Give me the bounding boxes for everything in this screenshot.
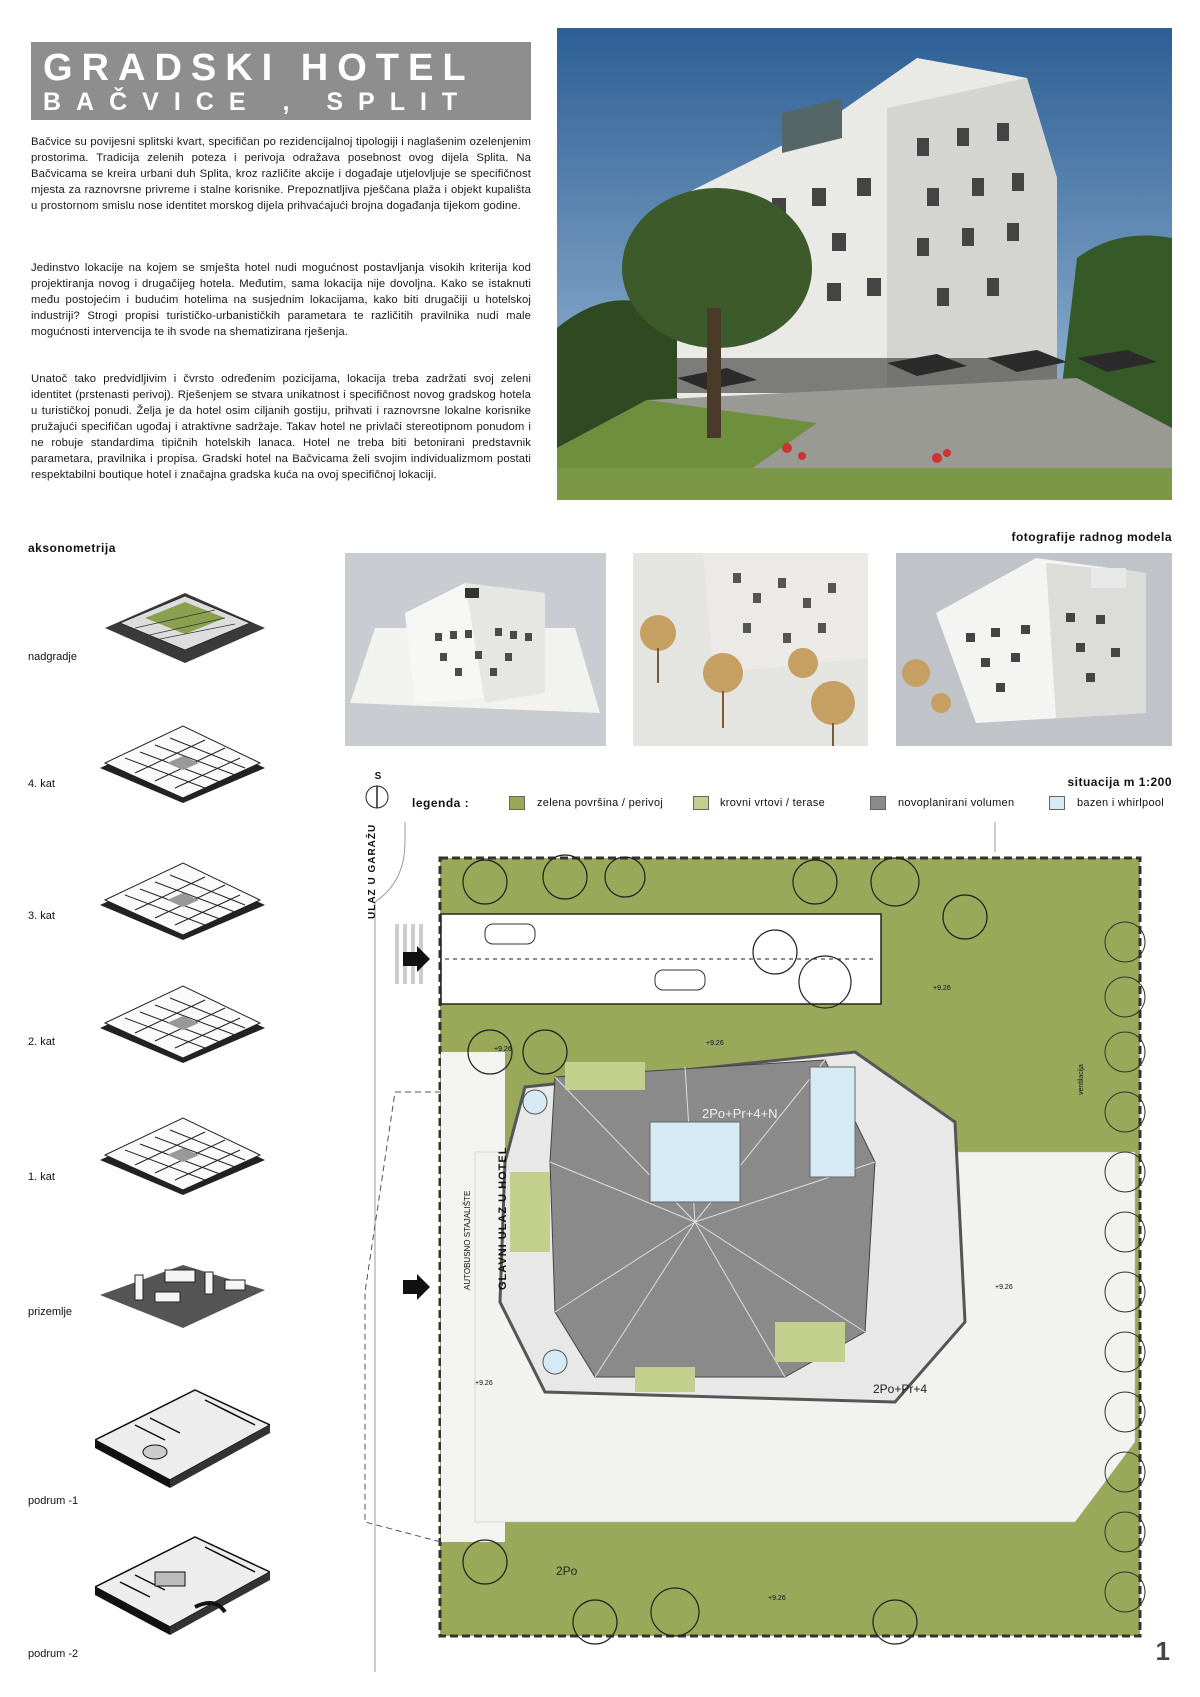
elevation-1: +9.26 — [933, 985, 951, 992]
floor-label-4: 4. kat — [28, 778, 55, 790]
site-plan-heading: situacija m 1:200 — [1067, 775, 1172, 789]
axo-basement-2-drawing — [95, 1527, 270, 1637]
legend-swatch-roof-garden — [693, 796, 709, 810]
floor-label-roof: nadgradje — [28, 651, 77, 663]
ventilation-label: ventilacija — [1078, 1064, 1085, 1095]
volume-tag-top: 2Po+Pr+4+N — [702, 1106, 778, 1121]
axo-ground-floor-drawing — [95, 1250, 270, 1330]
axonometry-heading: aksonometrija — [28, 541, 116, 555]
volume-tag-right: 2Po+Pr+4 — [873, 1382, 928, 1396]
axo-floor-4-drawing — [95, 718, 270, 803]
model-photos-heading: fotografije radnog modela — [1011, 530, 1172, 544]
legend-swatch-volume — [870, 796, 886, 810]
legend-label-volume: novoplanirani volumen — [898, 797, 1015, 809]
site-plan — [355, 822, 1170, 1672]
legend-label-green: zelena površina / perivoj — [537, 797, 664, 809]
elevation-5: +9.26 — [475, 1380, 493, 1387]
floor-label-basement-1: podrum -1 — [28, 1495, 79, 1507]
model-photo-3 — [896, 553, 1172, 746]
axo-basement-1-drawing — [95, 1380, 270, 1490]
axo-floor-2-drawing — [95, 978, 270, 1063]
elevation-2: +9.26 — [706, 1040, 724, 1047]
floor-label-basement-2: podrum -2 — [28, 1648, 79, 1660]
axo-floor-1-drawing — [95, 1110, 270, 1195]
axo-floor-3-drawing — [95, 855, 270, 940]
north-label: S — [374, 771, 382, 782]
elevation-3: +9.26 — [494, 1046, 512, 1053]
paragraph-2: Jedinstvo lokacije na kojem se smješta hotel nudi mogućnost postavljanja visokih kriterija kod projektiranja novog i drugačijeg hotela. Međutim, sama lokacija nije dovoljna. Kako se istaknuti među postojećim i budućim hotelima na susjednim lokacijama, kako biti drugačiji u hotelskoj industriji? Strogi propisi turističko-urbanističkih parametara te različitih pravilnika nudi male mogućnosti intervencija te ih svode na shematizirana rješenja. — [31, 262, 531, 338]
legend-swatch-pool — [1049, 796, 1065, 810]
paragraph-1: Bačvice su povijesni splitski kvart, specifičan po rezidencijalnoj tipologiji i naglašenim ozelenjenim prostorima. Tradicija zelenih poteza i perivoja odražava posebnost ovog dijela Splita. Na Bačvicama se kreira urbani duh Splita, kroz različite akcije i događaje utjelovljuje se specifičnost mjesta za raznovrsne privreme i stalne korisnike. Prepoznatljiva pješčana plaža i objekt kupališta u prostornom smislu nose identitet morskog dijela prihvaćajući brojna događanja tijekom godine. — [31, 136, 531, 212]
floor-label-3: 3. kat — [28, 910, 55, 922]
floor-label-2: 2. kat — [28, 1036, 55, 1048]
main-entry-label: GLAVNI ULAZ U HOTEL — [497, 1146, 509, 1290]
paragraph-3: Unatoč tako predvidljivim i čvrsto određenim pozicijama, lokacija treba zadržati svoj zeleni identitet (prstenasti perivoj). Rješenjem se stvara unikatnost i specifičnost novog gradskog hotela u turističkoj ponudi. Želja je da hotel osim ciljanih gostiju, prihvati i raznovrsne lokalne korisnike pružajući specifičan ugođaj i atraktivne sadržaje. Takav hotel ne privlači stereotipnom ponudom i ne robuje standardima tipičnih hotelskih lanaca. Hotel ne treba biti betonirani predstavnik parametara, pravilnika i propisa. Gradski hotel na Bačvicama želi svojim individualizmom postati respektabilni boutique hotel i značajna gradska kuća na ovoj specifičnoj lokaciji. — [31, 373, 531, 481]
page-number: 1 — [1155, 1636, 1170, 1666]
model-photo-2 — [633, 553, 868, 746]
legend-label-roof-garden: krovni vrtovi / terase — [720, 797, 826, 809]
hotel-render-photo — [557, 28, 1172, 500]
elevation-4: +9.26 — [995, 1284, 1013, 1291]
floor-label-1: 1. kat — [28, 1171, 55, 1183]
legend-swatch-green — [509, 796, 525, 810]
title-block — [31, 42, 531, 120]
model-photo-1 — [345, 553, 606, 746]
title: GRADSKI HOTEL — [43, 47, 475, 89]
legend-label-pool: bazen i whirlpool — [1077, 797, 1165, 809]
subtitle: BAČVICE , SPLIT — [43, 88, 473, 116]
floor-label-ground: prizemlje — [28, 1306, 73, 1318]
bus-stop-label: AUTOBUSNO STAJALIŠTE — [463, 1190, 472, 1290]
legend-title: legenda : — [412, 796, 470, 810]
elevation-6: +9.26 — [768, 1595, 786, 1602]
north-arrow-icon — [364, 784, 390, 810]
volume-tag-bottom: 2Po — [556, 1564, 578, 1578]
garage-entry-label: ULAZ U GARAŽU — [367, 823, 378, 919]
axo-roof-drawing — [95, 588, 270, 668]
